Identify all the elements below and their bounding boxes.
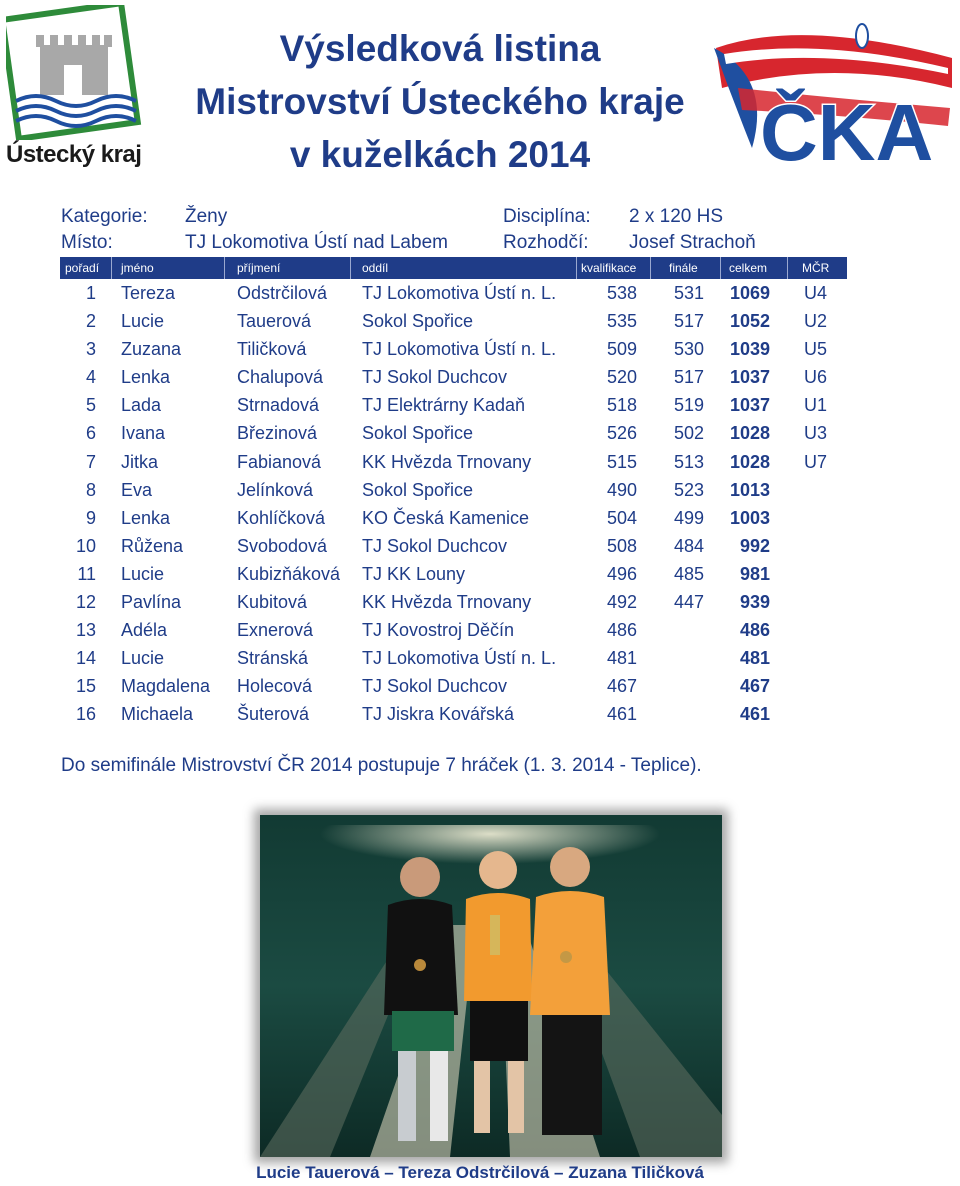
- total-cell: 1039: [729, 339, 770, 360]
- referee-value: Josef Strachoň: [629, 232, 756, 253]
- title-line-1: Výsledková listina: [279, 28, 601, 69]
- first-name-cell: Eva: [121, 479, 153, 500]
- qualification-cell: 504: [606, 507, 637, 528]
- last-name-cell: Exnerová: [237, 620, 314, 641]
- rank-cell: 1: [85, 283, 96, 303]
- header-qualification: kvalifikace: [581, 261, 637, 275]
- qualification-cell: 535: [606, 311, 637, 332]
- winners-photo: [260, 815, 722, 1157]
- rank-cell: 3: [85, 339, 96, 360]
- final-cell: 531: [673, 283, 704, 303]
- total-cell: 1028: [729, 423, 770, 444]
- club-cell: KK Hvězda Trnovany: [362, 451, 532, 472]
- mcr-cell: U4: [804, 283, 828, 303]
- rank-cell: 2: [85, 311, 96, 332]
- podium-photo-illustration: [260, 815, 722, 1157]
- rank-cell: 14: [75, 648, 96, 669]
- club-cell: TJ Lokomotiva Ústí n. L.: [362, 648, 557, 669]
- qualification-cell: 509: [606, 339, 637, 360]
- qualification-note: Do semifinále Mistrovství ČR 2014 postupuje 7 hráček (1. 3. 2014 - Teplice).: [61, 755, 702, 776]
- final-cell: 513: [673, 451, 704, 472]
- title-line-3: v kuželkách 2014: [289, 134, 591, 175]
- category-value: Ženy: [185, 206, 228, 227]
- table-row: [60, 307, 847, 335]
- category-label: Kategorie:: [61, 206, 148, 227]
- club-cell: TJ Lokomotiva Ústí n. L.: [362, 283, 557, 303]
- header-club: oddíl: [362, 261, 389, 275]
- club-cell: TJ Sokol Duchcov: [362, 676, 508, 697]
- total-cell: 461: [739, 704, 770, 725]
- qualification-cell: 508: [606, 535, 637, 556]
- first-name-cell: Lada: [121, 395, 162, 416]
- rank-cell: 11: [77, 563, 96, 584]
- final-cell: 502: [673, 423, 704, 444]
- mcr-cell: U3: [804, 423, 828, 444]
- table-row: [60, 672, 847, 700]
- rank-cell: 6: [85, 423, 96, 444]
- table-row: [60, 419, 847, 447]
- last-name-cell: Kubizňáková: [237, 563, 341, 584]
- qualification-cell: 526: [606, 423, 637, 444]
- rank-cell: 4: [85, 367, 96, 388]
- rank-cell: 10: [75, 535, 96, 556]
- total-cell: 1037: [729, 395, 770, 416]
- qualification-cell: 518: [606, 395, 637, 416]
- title-line-2: Mistrovství Ústeckého kraje: [195, 81, 685, 122]
- last-name-cell: Odstrčilová: [237, 283, 328, 303]
- rank-cell: 5: [85, 395, 96, 416]
- table-row: [60, 391, 847, 419]
- first-name-cell: Magdalena: [121, 676, 211, 697]
- mcr-cell: U1: [804, 395, 828, 416]
- table-row: [60, 560, 847, 588]
- club-cell: TJ Sokol Duchcov: [362, 367, 508, 388]
- first-name-cell: Jitka: [121, 451, 159, 472]
- rank-cell: 16: [75, 704, 96, 725]
- table-row: [60, 476, 847, 504]
- cka-logo: [712, 18, 956, 178]
- last-name-cell: Fabianová: [237, 451, 322, 472]
- club-cell: Sokol Spořice: [362, 311, 474, 332]
- ustecky-kraj-logo: [6, 5, 146, 175]
- last-name-cell: Svobodová: [237, 535, 328, 556]
- results-table-header: [60, 257, 847, 279]
- total-cell: 1069: [729, 283, 770, 303]
- table-row: [60, 335, 847, 363]
- qualification-cell: 481: [606, 648, 637, 669]
- header-mcr: MČR: [802, 261, 830, 275]
- header-total: celkem: [729, 261, 768, 275]
- final-cell: 523: [673, 479, 704, 500]
- qualification-cell: 461: [606, 704, 637, 725]
- first-name-cell: Lucie: [121, 563, 165, 584]
- table-row: [60, 363, 847, 391]
- total-cell: 939: [739, 592, 770, 613]
- club-cell: Sokol Spořice: [362, 423, 474, 444]
- rank-cell: 13: [75, 620, 96, 641]
- place-label: Místo:: [61, 232, 113, 253]
- table-row: [60, 616, 847, 644]
- club-cell: KO Česká Kamenice: [362, 507, 530, 528]
- mcr-cell: U7: [804, 451, 828, 472]
- total-cell: 467: [739, 676, 770, 697]
- club-cell: TJ Jiskra Kovářská: [362, 704, 515, 725]
- last-name-cell: Šuterová: [237, 704, 310, 725]
- last-name-cell: Tiličková: [237, 339, 307, 360]
- photo-caption: Lucie Tauerová – Tereza Odstrčilová – Zuzana Tiličková: [256, 1163, 704, 1182]
- final-cell: 519: [673, 395, 704, 416]
- table-row: [60, 279, 847, 307]
- mcr-cell: U5: [804, 339, 828, 360]
- club-cell: TJ Lokomotiva Ústí n. L.: [362, 339, 557, 360]
- final-cell: 499: [673, 507, 704, 528]
- place-value: TJ Lokomotiva Ústí nad Labem: [185, 232, 448, 253]
- header-final: finále: [669, 261, 698, 275]
- header-rank: pořadí: [65, 261, 100, 275]
- final-cell: 447: [673, 592, 704, 613]
- total-cell: 481: [739, 648, 770, 669]
- last-name-cell: Chalupová: [237, 367, 324, 388]
- discipline-value: 2 x 120 HS: [629, 206, 723, 227]
- final-cell: 517: [673, 367, 704, 388]
- club-cell: TJ KK Louny: [362, 563, 466, 584]
- final-cell: 530: [673, 339, 704, 360]
- total-cell: 1052: [729, 311, 770, 332]
- table-row: [60, 588, 847, 616]
- last-name-cell: Stránská: [237, 648, 309, 669]
- table-row: [60, 504, 847, 532]
- table-row: [60, 644, 847, 672]
- rank-cell: 8: [85, 479, 96, 500]
- qualification-cell: 490: [606, 479, 637, 500]
- total-cell: 1028: [729, 451, 770, 472]
- table-row: [60, 532, 847, 560]
- logo-caption: Ústecký kraj: [6, 141, 142, 168]
- last-name-cell: Březinová: [237, 423, 318, 444]
- rank-cell: 15: [75, 676, 96, 697]
- mcr-cell: U6: [804, 367, 828, 388]
- qualification-cell: 492: [606, 592, 637, 613]
- total-cell: 486: [739, 620, 770, 641]
- mcr-cell: U2: [804, 311, 828, 332]
- rank-cell: 12: [75, 592, 96, 613]
- header-first-name: jméno: [121, 261, 154, 275]
- club-cell: TJ Sokol Duchcov: [362, 535, 508, 556]
- qualification-cell: 538: [606, 283, 637, 303]
- last-name-cell: Tauerová: [237, 311, 312, 332]
- rank-cell: 7: [85, 451, 96, 472]
- qualification-cell: 496: [606, 563, 637, 584]
- first-name-cell: Lucie: [121, 648, 165, 669]
- total-cell: 1013: [729, 479, 770, 500]
- qualification-cell: 486: [606, 620, 637, 641]
- first-name-cell: Lucie: [121, 311, 165, 332]
- total-cell: 981: [739, 563, 770, 584]
- first-name-cell: Pavlína: [121, 592, 182, 613]
- referee-label: Rozhodčí:: [503, 232, 589, 253]
- czech-flag-swoosh-icon: [712, 18, 956, 178]
- event-info: [61, 206, 861, 256]
- qualification-cell: 520: [606, 367, 637, 388]
- club-cell: KK Hvězda Trnovany: [362, 592, 532, 613]
- total-cell: 1037: [729, 367, 770, 388]
- last-name-cell: Jelínková: [237, 479, 314, 500]
- first-name-cell: Růžena: [121, 535, 184, 556]
- castle-emblem-icon: [6, 5, 146, 140]
- final-cell: 517: [673, 311, 704, 332]
- total-cell: 1003: [729, 507, 770, 528]
- final-cell: 484: [673, 535, 704, 556]
- first-name-cell: Michaela: [121, 704, 194, 725]
- first-name-cell: Tereza: [121, 283, 176, 303]
- club-cell: Sokol Spořice: [362, 479, 474, 500]
- last-name-cell: Kubitová: [237, 592, 308, 613]
- rank-cell: 9: [85, 507, 96, 528]
- qualification-cell: 515: [606, 451, 637, 472]
- table-row: [60, 700, 847, 728]
- results-table-body: [60, 279, 847, 729]
- club-cell: TJ Kovostroj Děčín: [362, 620, 515, 641]
- first-name-cell: Zuzana: [121, 339, 182, 360]
- first-name-cell: Lenka: [121, 507, 171, 528]
- total-cell: 992: [739, 535, 770, 556]
- first-name-cell: Lenka: [121, 367, 171, 388]
- final-cell: 485: [673, 563, 704, 584]
- header-last-name: příjmení: [237, 261, 281, 275]
- last-name-cell: Strnadová: [237, 395, 320, 416]
- first-name-cell: Adéla: [121, 620, 168, 641]
- cka-letters: ČKA: [760, 88, 934, 177]
- discipline-label: Disciplína:: [503, 206, 591, 227]
- club-cell: TJ Elektrárny Kadaň: [362, 395, 526, 416]
- page-title: [150, 22, 730, 181]
- last-name-cell: Holecová: [237, 676, 313, 697]
- table-row: [60, 448, 847, 476]
- last-name-cell: Kohlíčková: [237, 507, 326, 528]
- qualification-cell: 467: [606, 676, 637, 697]
- first-name-cell: Ivana: [121, 423, 166, 444]
